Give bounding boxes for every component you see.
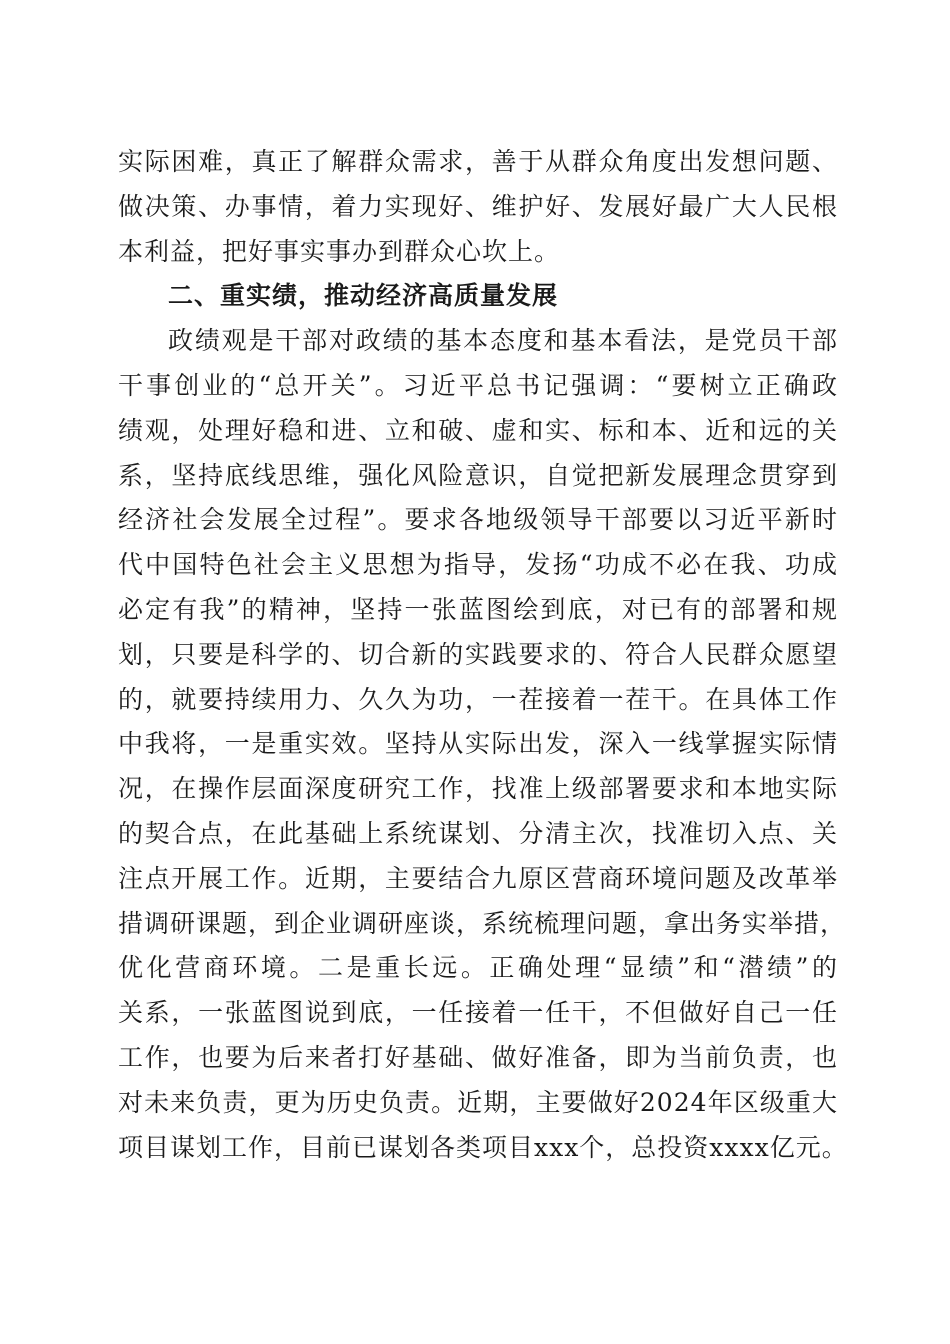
text-line: 实际困难，真正了解群众需求，善于从群众角度出发想问题、 — [118, 147, 838, 176]
text-line: 况，在操作层面深度研究工作，找准上级部署要求和本地实际 — [118, 774, 838, 804]
text-line: 干事创业的“总开关”。习近平总书记强调：“要树立正确政 — [118, 370, 838, 400]
text-line: 注点开展工作。近期，主要结合九原区营商环境问题及改革举 — [118, 863, 838, 893]
text-line: 中我将，一是重实效。坚持从实际出发，深入一线掌握实际情 — [118, 729, 838, 759]
text-line: 做决策、办事情，着力实现好、维护好、发展好最广大人民根 — [118, 191, 838, 221]
text-line: 项目谋划工作，目前已谋划各类项目xxx个，总投资xxxx亿元。 — [118, 1132, 848, 1162]
section-heading: 二、重实绩，推动经济高质量发展 — [168, 281, 559, 311]
text-line: 经济社会发展全过程”。要求各地级领导干部要以习近平新时 — [118, 505, 838, 535]
text-line: 工作，也要为后来者打好基础、做好准备，即为当前负责，也 — [118, 1042, 838, 1072]
paragraph-1 — [118, 140, 838, 274]
text-line: 代中国特色社会主义思想为指导，发扬“功成不必在我、功成 — [118, 550, 838, 580]
text-line: 的契合点，在此基础上系统谋划、分清主次，找准切入点、关 — [118, 818, 838, 848]
text-line: 优化营商环境。二是重长远。正确处理“显绩”和“潜绩”的 — [118, 953, 838, 983]
text-line: 本利益，把好事实事办到群众心坎上。 — [118, 236, 561, 266]
paragraph-2 — [118, 319, 848, 1170]
document-body — [118, 140, 848, 1170]
text-line: 政绩观是干部对政绩的基本态度和基本看法，是党员干部 — [168, 326, 838, 356]
text-line: 系，坚持底线思维，强化风险意识，自觉把新发展理念贯穿到 — [118, 460, 838, 490]
text-line: 绩观，处理好稳和进、立和破、虚和实、标和本、近和远的关 — [118, 415, 838, 445]
text-line: 必定有我”的精神，坚持一张蓝图绘到底，对已有的部署和规 — [118, 594, 838, 624]
text-line: 对未来负责，更为历史负责。近期，主要做好2024年区级重大 — [118, 1087, 838, 1117]
text-line: 的，就要持续用力、久久为功，一茬接着一茬干。在具体工作 — [118, 684, 838, 714]
text-line: 关系，一张蓝图说到底，一任接着一任干，不但做好自己一任 — [118, 998, 838, 1028]
text-line: 措调研课题，到企业调研座谈，系统梳理问题，拿出务实举措， — [118, 908, 847, 938]
text-line: 划，只要是科学的、切合新的实践要求的、符合人民群众愿望 — [118, 639, 838, 669]
